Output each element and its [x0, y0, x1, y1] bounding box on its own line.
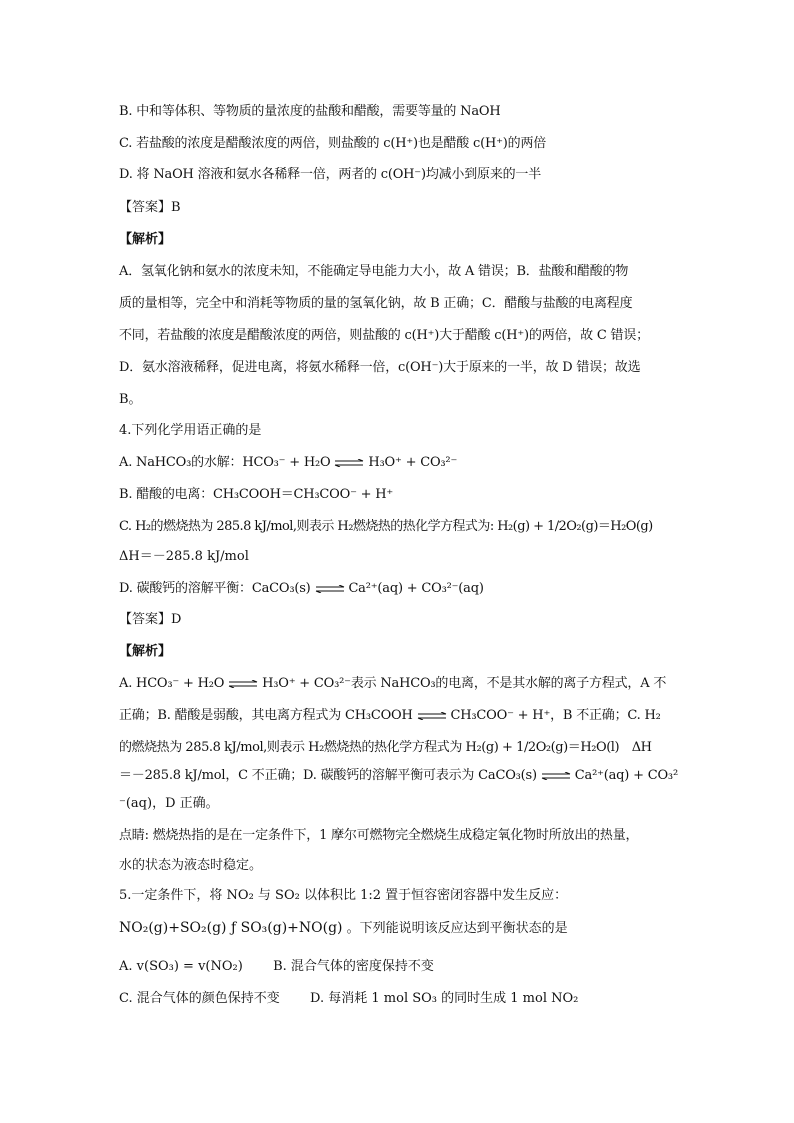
q5-option-a: A. v(SO₃) = v(NO₂): [119, 959, 243, 974]
q4-note-line-2: 水的状态为液态时稳定。: [119, 858, 263, 873]
q3-analysis-line-2: 质的量相等，完全中和消耗等物质的量的氢氧化钠，故 B 正确；C．醋酸与盐酸的电离程度: [119, 296, 633, 311]
q3-option-c: C. 若盐酸的浓度是醋酸浓度的两倍，则盐酸的 c(H⁺)也是醋酸 c(H⁺)的两倍: [119, 136, 547, 151]
equilibrium-arrow-icon: [334, 459, 364, 467]
q4-analysis-line-3: 的燃烧热为 285.8 kJ/mol,则表示 H₂燃烧热的热化学方程式为 H₂(g) + 1/2O₂(g)＝H₂O(l) ΔH: [119, 740, 652, 755]
q4-analysis-line-2: [119, 707, 676, 725]
q4-analysis-line-4-left: ＝－285.8 kJ/mol，C 不正确；D. 碳酸钙的溶解平衡可表示为 CaCO₃(s): [119, 768, 537, 783]
q4-option-a-right: H₃O⁺ + CO₃²⁻: [368, 455, 458, 470]
q3-analysis-line-3: 不同，若盐酸的浓度是醋酸浓度的两倍，则盐酸的 c(H⁺)大于醋酸 c(H⁺)的两倍，故 C 错误；: [119, 328, 649, 343]
q3-analysis-label: 【解析】: [119, 232, 172, 247]
q4-note-line-1: 点睛: 燃烧热指的是在一定条件下，1 摩尔可燃物完全燃烧生成稳定氧化物时所放出的热量，: [119, 828, 639, 843]
q5-options-row-1: [119, 958, 676, 976]
q4-analysis-line-5: ⁻(aq)，D 正确。: [119, 796, 219, 811]
q4-analysis-line-1: [119, 675, 676, 693]
q4-option-d: [119, 580, 676, 598]
q5-options-row-2: [119, 990, 676, 1008]
q5-option-b: B. 混合气体的密度保持不变: [273, 959, 434, 974]
q4-analysis-line-4: [119, 767, 676, 785]
q4-option-c-line-1: C. H₂的燃烧热为 285.8 kJ/mol,则表示 H₂燃烧热的热化学方程式为: H₂(g) + 1/2O₂(g)＝H₂O(g): [119, 519, 653, 534]
q4-analysis-line-4-right: Ca²⁺(aq) + CO₃²: [574, 768, 678, 783]
q4-option-d-left: D. 碳酸钙的溶解平衡：CaCO₃(s): [119, 581, 311, 596]
q5-stem: 5.一定条件下，将 NO₂ 与 SO₂ 以体积比 1:2 置于恒容密闭容器中发生反应：: [119, 888, 568, 903]
q4-analysis-label: 【解析】: [119, 644, 172, 659]
q4-analysis-line-2-right: CH₃COO⁻ + H⁺，B 不正确；C. H₂: [450, 708, 661, 723]
q3-analysis-line-4: D．氨水溶液稀释，促进电离，将氨水稀释一倍，c(OH⁻)大于原来的一半，故 D 错误；故选: [119, 360, 641, 375]
q4-option-d-right: Ca²⁺(aq) + CO₃²⁻(aq): [348, 581, 484, 596]
q5-equation: NO₂(g)+SO₂(g) ƒ SO₃(g)+NO(g): [119, 920, 343, 936]
q4-option-a-left: A. NaHCO₃的水解：HCO₃⁻ + H₂O: [119, 455, 331, 470]
q4-option-b: B. 醋酸的电离：CH₃COOH＝CH₃COO⁻ + H⁺: [119, 487, 394, 502]
q3-option-b: B. 中和等体积、等物质的量浓度的盐酸和醋酸，需要等量的 NaOH: [119, 104, 501, 119]
q3-answer: 【答案】B: [119, 200, 181, 215]
q4-stem: 4.下列化学用语正确的是: [119, 423, 262, 438]
q4-answer: 【答案】D: [119, 612, 182, 627]
equilibrium-arrow-icon: [417, 712, 447, 720]
equilibrium-arrow-icon: [541, 772, 571, 780]
q3-option-d: D. 将 NaOH 溶液和氨水各稀释一倍，两者的 c(OH⁻)均减小到原来的一半: [119, 167, 542, 182]
q4-option-c-line-2: ΔH＝－285.8 kJ/mol: [119, 549, 249, 564]
q4-analysis-line-1-left: A. HCO₃⁻ + H₂O: [119, 676, 225, 691]
q3-analysis-line-5: B。: [119, 392, 142, 407]
q4-analysis-line-2-left: 正确；B. 醋酸是弱酸，其电离方程式为 CH₃COOH: [119, 708, 413, 723]
q5-option-d: D. 每消耗 1 mol SO₃ 的同时生成 1 mol NO₂: [310, 991, 579, 1006]
q5-equation-line: [119, 919, 676, 938]
q4-option-a: [119, 454, 676, 472]
equilibrium-arrow-icon: [228, 680, 258, 688]
equilibrium-arrow-icon: [315, 585, 345, 593]
q5-option-c: C. 混合气体的颜色保持不变: [119, 991, 280, 1006]
q3-analysis-line-1: A．氢氧化钠和氨水的浓度未知，不能确定导电能力大小，故 A 错误；B．盐酸和醋酸的物: [119, 264, 629, 279]
q5-equation-tail: 。下列能说明该反应达到平衡状态的是: [346, 921, 568, 936]
q4-analysis-line-1-right: H₃O⁺ + CO₃²⁻表示 NaHCO₃的电离，不是其水解的离子方程式，A 不: [262, 676, 667, 691]
